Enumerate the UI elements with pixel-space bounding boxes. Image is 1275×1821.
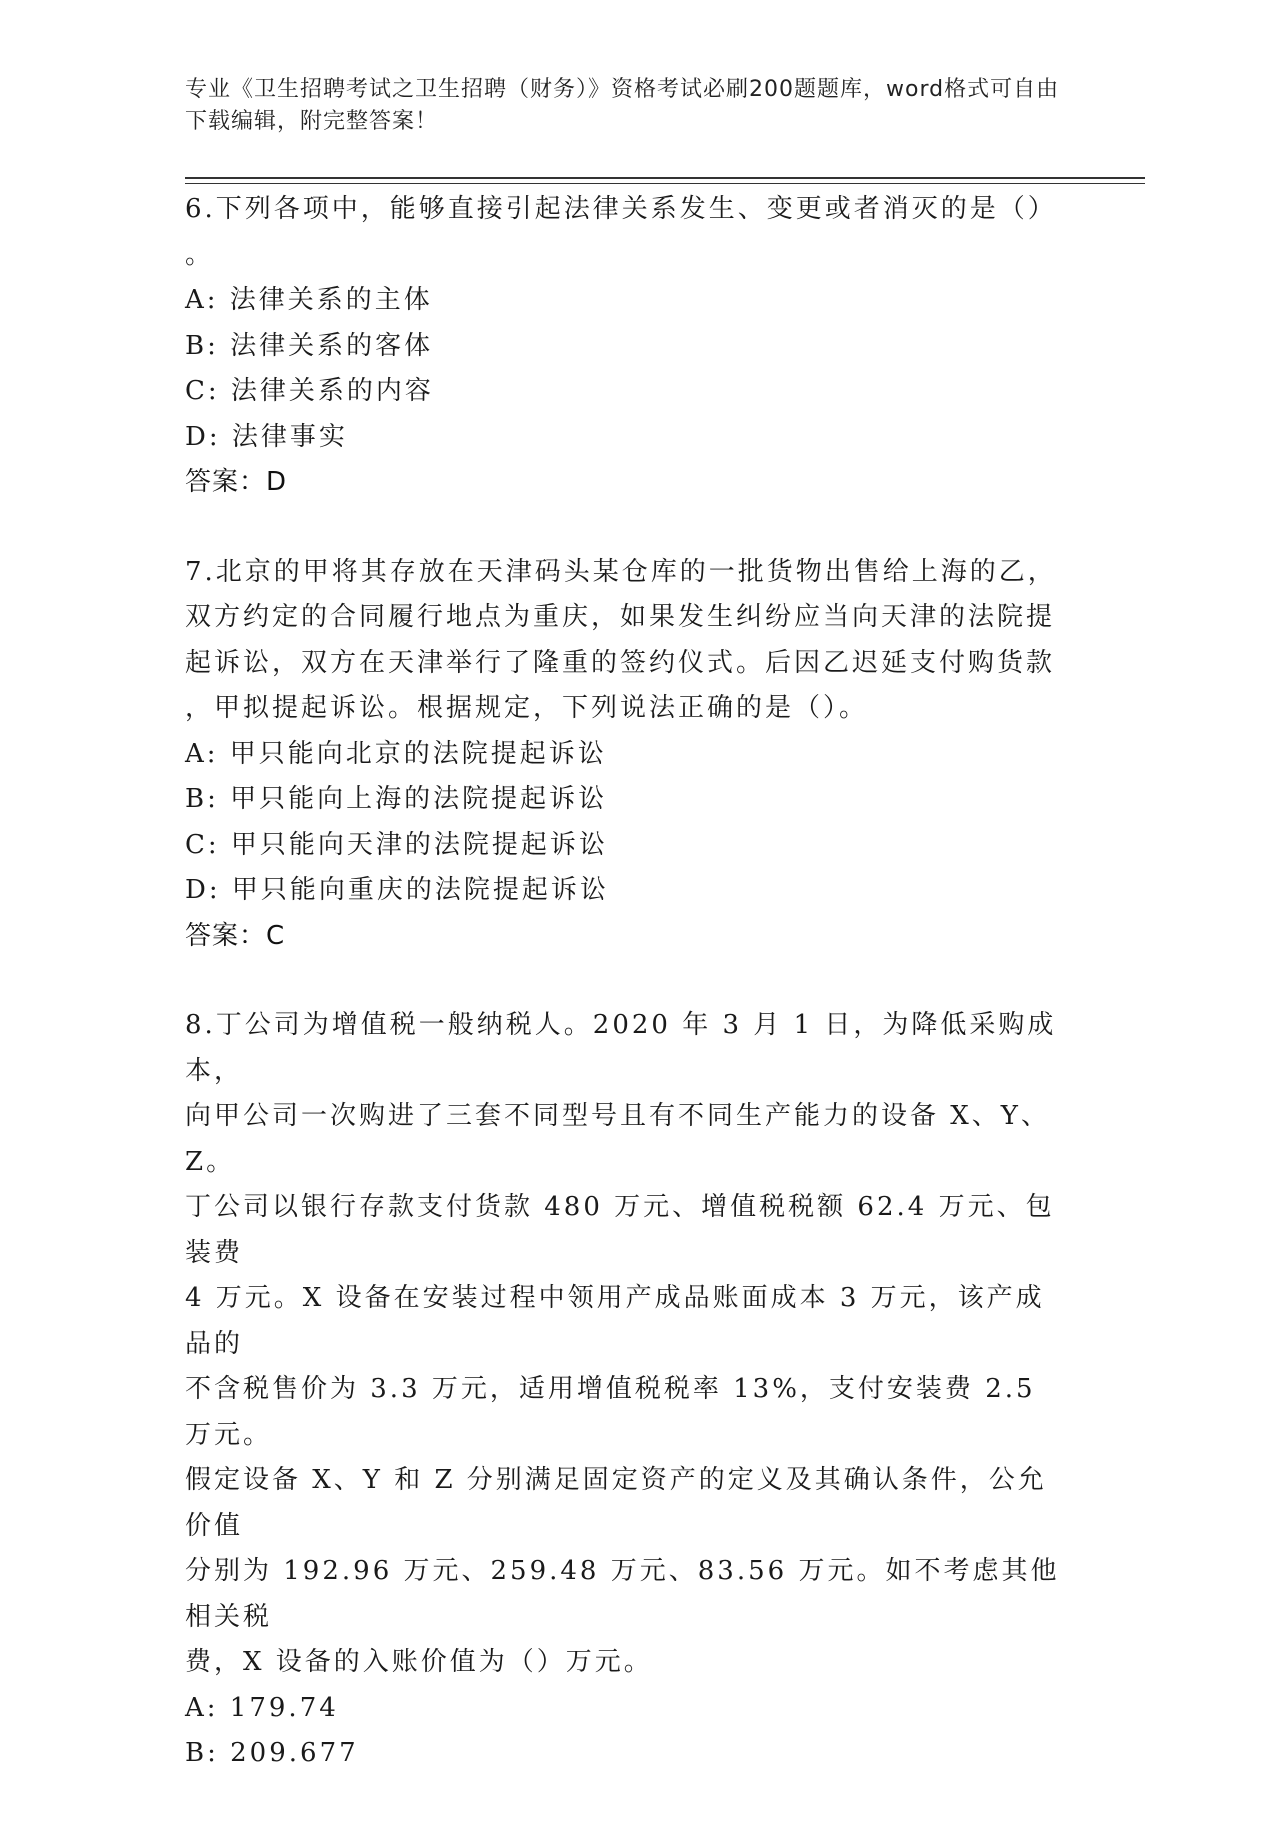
- question-stem-line: 不含税售价为 3.3 万元，适用增值税税率 13%，支付安装费 2.5 万元。: [185, 1374, 1036, 1450]
- option-b: B: 法律关系的客体: [185, 330, 434, 361]
- question-stem-line: 起诉讼，双方在天津举行了隆重的签约仪式。后因乙迟延支付购货款: [185, 647, 1056, 678]
- option-d: D: 法律事实: [185, 421, 348, 452]
- question-6: [185, 187, 1065, 506]
- document-body: [185, 187, 1065, 1821]
- header-divider-thin: [185, 183, 1145, 184]
- question-stem-line: 4 万元。X 设备在安装过程中领用产成品账面成本 3 万元，该产成品的: [185, 1283, 1045, 1359]
- option-d: D: 甲只能向重庆的法院提起诉讼: [185, 875, 609, 905]
- question-stem-line: 7.北京的甲将其存放在天津码头某仓库的一批货物出售给上海的乙，: [185, 556, 1057, 587]
- option-c: C: 法律关系的内容: [185, 376, 434, 406]
- question-stem-line: 向甲公司一次购进了三套不同型号且有不同生产能力的设备 X、Y、Z。: [185, 1101, 1050, 1177]
- question-stem-line: 丁公司以银行存款支付货款 480 万元、增值税税额 62.4 万元、包装费: [185, 1192, 1055, 1268]
- question-7: [185, 550, 1065, 960]
- question-stem-line: 假定设备 X、Y 和 Z 分别满足固定资产的定义及其确认条件，公允价值: [185, 1465, 1047, 1541]
- option-a: A: 甲只能向北京的法院提起诉讼: [185, 738, 607, 769]
- option-a: A: 法律关系的主体: [185, 285, 433, 315]
- question-stem-line: 。: [185, 239, 215, 270]
- option-b: B: 甲只能向上海的法院提起诉讼: [185, 784, 608, 814]
- option-b: B: 209.677: [185, 1738, 359, 1768]
- header-divider-thick: [185, 177, 1145, 179]
- question-8: [185, 1003, 1065, 1777]
- question-stem-line: 8.丁公司为增值税一般纳税人。2020 年 3 月 1 日，为降低采购成本，: [185, 1010, 1057, 1086]
- answer-line: 答案：D: [185, 467, 288, 497]
- option-c: C: 甲只能向天津的法院提起诉讼: [185, 829, 608, 860]
- question-stem-line: 分别为 192.96 万元、259.48 万元、83.56 万元。如不考虑其他相关税: [185, 1556, 1060, 1632]
- question-stem-line: 费，X 设备的入账价值为（）万元。: [185, 1647, 653, 1677]
- page-header: 专业《卫生招聘考试之卫生招聘（财务）》资格考试必刷200题题库，word格式可自由下载编辑，附完整答案！: [185, 77, 1060, 134]
- option-a: A: 179.74: [185, 1692, 339, 1723]
- question-stem-line: ，甲拟提起诉讼。根据规定，下列说法正确的是（）。: [185, 693, 869, 723]
- question-stem-line: 6.下列各项中，能够直接引起法律关系发生、变更或者消灭的是（）: [185, 194, 1057, 224]
- answer-line: 答案：C: [185, 920, 286, 951]
- question-stem-line: 双方约定的合同履行地点为重庆，如果发生纠纷应当向天津的法院提: [185, 602, 1056, 632]
